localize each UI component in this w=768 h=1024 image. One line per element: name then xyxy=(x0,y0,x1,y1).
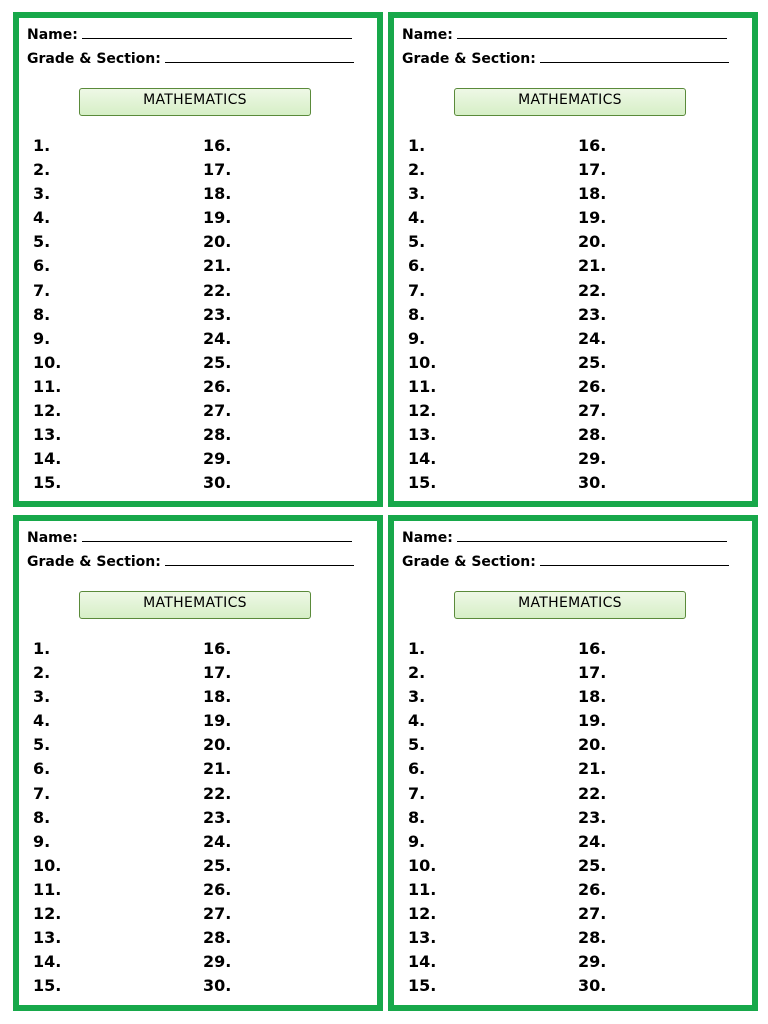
answer-number: 22. xyxy=(578,280,607,300)
answer-number: 20. xyxy=(203,232,232,252)
answer-number: 4. xyxy=(33,208,51,228)
answer-number: 10. xyxy=(408,855,437,875)
answer-number: 6. xyxy=(408,256,426,276)
answer-number: 13. xyxy=(408,928,437,948)
answer-number: 1. xyxy=(33,136,51,155)
answer-number: 30. xyxy=(203,976,232,996)
answer-number: 17. xyxy=(203,663,232,683)
answer-column-left xyxy=(33,134,61,495)
answer-number: 19. xyxy=(578,711,607,731)
answer-number: 29. xyxy=(203,449,232,469)
answer-number: 17. xyxy=(578,663,607,683)
answer-number: 20. xyxy=(578,735,607,755)
grade-section-blank-line[interactable] xyxy=(540,48,729,63)
answer-number: 24. xyxy=(578,831,607,851)
answer-number: 10. xyxy=(408,352,437,372)
answer-column-left xyxy=(408,637,436,998)
name-blank-line[interactable] xyxy=(82,24,352,39)
answer-number: 14. xyxy=(33,449,62,469)
answer-number: 16. xyxy=(203,639,232,658)
answer-number: 5. xyxy=(408,735,426,755)
answer-number: 6. xyxy=(408,759,426,779)
answer-number: 15. xyxy=(33,976,62,996)
answer-number: 8. xyxy=(33,807,51,827)
answer-number: 25. xyxy=(578,855,607,875)
answer-number: 24. xyxy=(203,831,232,851)
answer-number: 21. xyxy=(578,759,607,779)
answer-number: 19. xyxy=(203,711,232,731)
answer-number: 13. xyxy=(408,425,437,445)
answer-number: 11. xyxy=(33,879,62,899)
answer-number: 2. xyxy=(408,663,426,683)
name-field[interactable] xyxy=(402,527,727,547)
answer-number: 4. xyxy=(408,208,426,228)
answer-number: 28. xyxy=(203,425,232,445)
answer-number: 27. xyxy=(578,401,607,421)
answer-number: 11. xyxy=(33,376,62,396)
answer-number: 20. xyxy=(203,735,232,755)
answer-number: 30. xyxy=(578,473,607,493)
answer-number: 8. xyxy=(408,304,426,324)
answer-number: 27. xyxy=(578,904,607,924)
answer-number: 3. xyxy=(408,184,426,204)
grade-section-label: Grade & Section: xyxy=(402,51,536,67)
answer-number: 8. xyxy=(33,304,51,324)
grade-section-label: Grade & Section: xyxy=(27,51,161,67)
answer-column-right xyxy=(578,637,606,998)
subject-title: MATHEMATICS xyxy=(79,88,311,116)
grade-section-field[interactable] xyxy=(402,48,729,68)
answer-number: 3. xyxy=(33,184,51,204)
answer-number: 15. xyxy=(33,473,62,493)
answer-number: 14. xyxy=(408,952,437,972)
answer-number: 22. xyxy=(578,783,607,803)
answer-number: 10. xyxy=(33,352,62,372)
grade-section-blank-line[interactable] xyxy=(165,48,354,63)
answer-number: 10. xyxy=(33,855,62,875)
answer-number: 24. xyxy=(578,328,607,348)
answer-card xyxy=(388,12,758,507)
answer-number: 28. xyxy=(578,425,607,445)
name-blank-line[interactable] xyxy=(457,24,727,39)
answer-number: 13. xyxy=(33,425,62,445)
answer-card xyxy=(13,12,383,507)
answer-number: 15. xyxy=(408,473,437,493)
answer-number: 12. xyxy=(408,904,437,924)
name-blank-line[interactable] xyxy=(457,527,727,542)
answer-number: 18. xyxy=(203,184,232,204)
name-label: Name: xyxy=(27,27,78,43)
answer-number: 23. xyxy=(578,304,607,324)
answer-number: 9. xyxy=(33,328,51,348)
answer-number: 7. xyxy=(408,783,426,803)
answer-number: 27. xyxy=(203,904,232,924)
answer-number: 20. xyxy=(578,232,607,252)
answer-number: 7. xyxy=(33,783,51,803)
answer-column-right xyxy=(203,637,231,998)
answer-number: 14. xyxy=(408,449,437,469)
answer-number: 26. xyxy=(578,376,607,396)
answer-number: 18. xyxy=(578,687,607,707)
grade-section-label: Grade & Section: xyxy=(27,554,161,570)
answer-column-right xyxy=(578,134,606,495)
answer-number: 12. xyxy=(33,401,62,421)
answer-number: 13. xyxy=(33,928,62,948)
answer-number: 25. xyxy=(578,352,607,372)
name-blank-line[interactable] xyxy=(82,527,352,542)
answer-number: 19. xyxy=(578,208,607,228)
answer-number: 5. xyxy=(33,232,51,252)
answer-number: 5. xyxy=(33,735,51,755)
answer-column-right xyxy=(203,134,231,495)
answer-number: 26. xyxy=(203,879,232,899)
answer-column-left xyxy=(408,134,436,495)
answer-number: 7. xyxy=(33,280,51,300)
answer-number: 30. xyxy=(203,473,232,493)
answer-number: 3. xyxy=(33,687,51,707)
answer-number: 26. xyxy=(578,879,607,899)
answer-number: 8. xyxy=(408,807,426,827)
answer-number: 21. xyxy=(203,256,232,276)
answer-number: 1. xyxy=(33,639,51,658)
answer-number: 4. xyxy=(33,711,51,731)
grade-section-blank-line[interactable] xyxy=(165,551,354,566)
subject-title: MATHEMATICS xyxy=(454,591,686,619)
answer-number: 16. xyxy=(578,136,607,155)
grade-section-blank-line[interactable] xyxy=(540,551,729,566)
answer-number: 6. xyxy=(33,256,51,276)
answer-number: 19. xyxy=(203,208,232,228)
answer-number: 2. xyxy=(33,663,51,683)
answer-card xyxy=(388,515,758,1011)
answer-number: 2. xyxy=(408,160,426,180)
answer-number: 24. xyxy=(203,328,232,348)
answer-number: 11. xyxy=(408,879,437,899)
answer-number: 9. xyxy=(408,831,426,851)
grade-section-field[interactable] xyxy=(27,48,354,68)
name-field[interactable] xyxy=(402,24,727,44)
grade-section-label: Grade & Section: xyxy=(402,554,536,570)
name-label: Name: xyxy=(402,27,453,43)
answer-number: 28. xyxy=(578,928,607,948)
answer-number: 29. xyxy=(578,449,607,469)
subject-title: MATHEMATICS xyxy=(454,88,686,116)
answer-number: 7. xyxy=(408,280,426,300)
answer-number: 25. xyxy=(203,352,232,372)
answer-card xyxy=(13,515,383,1011)
answer-number: 28. xyxy=(203,928,232,948)
answer-column-left xyxy=(33,637,61,998)
answer-number: 4. xyxy=(408,711,426,731)
answer-number: 2. xyxy=(33,160,51,180)
answer-number: 30. xyxy=(578,976,607,996)
answer-number: 29. xyxy=(203,952,232,972)
subject-title: MATHEMATICS xyxy=(79,591,311,619)
answer-number: 23. xyxy=(203,304,232,324)
answer-number: 17. xyxy=(578,160,607,180)
answer-number: 1. xyxy=(408,639,426,658)
answer-number: 9. xyxy=(408,328,426,348)
answer-number: 9. xyxy=(33,831,51,851)
answer-number: 14. xyxy=(33,952,62,972)
answer-number: 23. xyxy=(203,807,232,827)
grade-section-field[interactable] xyxy=(27,551,354,571)
answer-number: 25. xyxy=(203,855,232,875)
answer-number: 22. xyxy=(203,280,232,300)
answer-number: 21. xyxy=(203,759,232,779)
grade-section-field[interactable] xyxy=(402,551,729,571)
name-label: Name: xyxy=(402,530,453,546)
name-label: Name: xyxy=(27,530,78,546)
name-field[interactable] xyxy=(27,527,352,547)
answer-number: 18. xyxy=(203,687,232,707)
answer-number: 11. xyxy=(408,376,437,396)
answer-number: 29. xyxy=(578,952,607,972)
answer-number: 26. xyxy=(203,376,232,396)
answer-number: 22. xyxy=(203,783,232,803)
answer-number: 17. xyxy=(203,160,232,180)
answer-number: 5. xyxy=(408,232,426,252)
name-field[interactable] xyxy=(27,24,352,44)
answer-number: 15. xyxy=(408,976,437,996)
answer-number: 18. xyxy=(578,184,607,204)
answer-number: 21. xyxy=(578,256,607,276)
answer-number: 12. xyxy=(33,904,62,924)
answer-number: 3. xyxy=(408,687,426,707)
answer-number: 27. xyxy=(203,401,232,421)
answer-number: 16. xyxy=(578,639,607,658)
answer-number: 6. xyxy=(33,759,51,779)
answer-number: 1. xyxy=(408,136,426,155)
answer-number: 16. xyxy=(203,136,232,155)
answer-number: 23. xyxy=(578,807,607,827)
answer-number: 12. xyxy=(408,401,437,421)
